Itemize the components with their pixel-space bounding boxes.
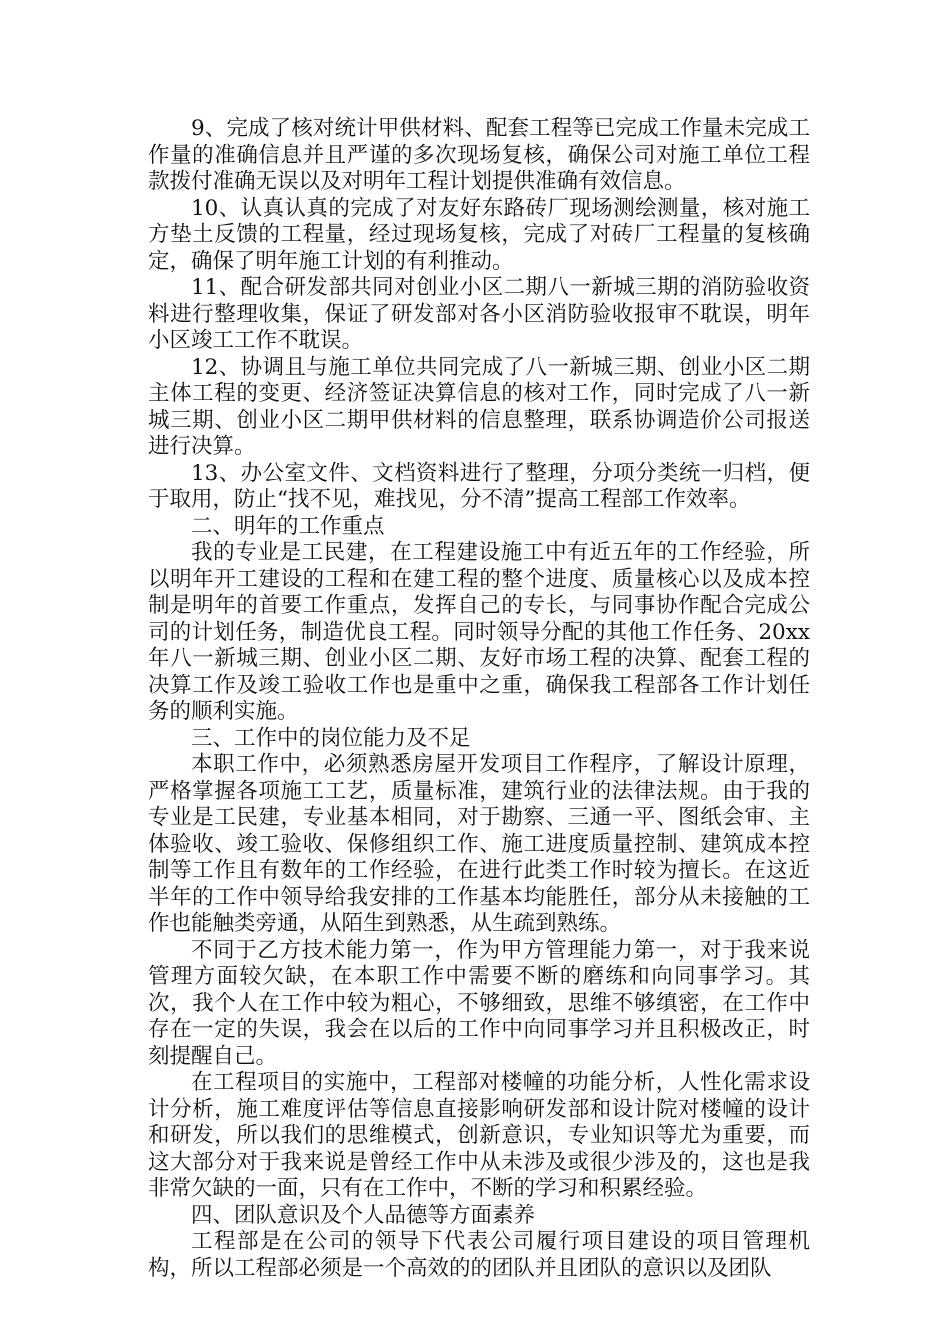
paragraph-item-9: 9、完成了核对统计甲供材料、配套工程等已完成工作量未完成工作量的准确信息并且严谨的多次现场复核，确保公司对施工单位工程款拨付准确无误以及对明年工程计划提供准确有效信息。 (148, 116, 810, 194)
paragraph-next-year-focus: 我的专业是工民建，在工程建设施工中有近五年的工作经验，所以明年开工建设的工程和在建工程的整个进度、质量核心以及成本控制是明年的首要工作重点，发挥自己的专长，与同事协作配合完成公司的计划任务，制造优良工程。同时领导分配的其他工作任务、20xx年八一新城三期、创业小区二期、友好市场工程的决算、配套工程的决算工作及竣工验收工作也是重中之重，确保我工程部各工作计划任务的顺利实施。 (148, 540, 810, 724)
paragraph-shortcomings: 不同于乙方技术能力第一，作为甲方管理能力第一，对于我来说管理方面较欠缺，在本职工作中需要不断的磨练和向同事学习。其次，我个人在工作中较为粗心，不够细致，思维不够缜密，在工作中存在一定的失误，我会在以后的工作中向同事学习并且积极改正，时刻提醒自己。 (148, 937, 810, 1069)
paragraph-team-spirit: 工程部是在公司的领导下代表公司履行项目建设的项目管理机构，所以工程部必须是一个高效的的团队并且团队的意识以及团队 (148, 1229, 810, 1281)
document-page (148, 116, 810, 1282)
section-heading-team-spirit: 四、团队意识及个人品德等方面素养 (191, 1202, 536, 1228)
paragraph-project-implementation: 在工程项目的实施中，工程部对楼幢的功能分析，人性化需求设计分析，施工难度评估等信息直接影响研发部和设计院对楼幢的设计和研发，所以我们的思维模式，创新意识，专业知识等尤为重要，而这大部分对于我来说是曾经工作中从未涉及或很少涉及的，这也是我非常欠缺的一面，只有在工作中，不断的学习和积累经验。 (148, 1070, 810, 1201)
paragraph-item-11: 11、配合研发部共同对创业小区二期八一新城三期的消防验收资料进行整理收集，保证了研发部对各小区消防验收报审不耽误，明年小区竣工工作不耽误。 (148, 275, 810, 353)
paragraph-item-10: 10、认真认真的完成了对友好东路砖厂现场测绘测量，核对施工方垫土反馈的工程量，经过现场复核，完成了对砖厂工程量的复核确定，确保了明年施工计划的有利推动。 (148, 195, 810, 274)
paragraph-abilities: 本职工作中，必须熟悉房屋开发项目工作程序，了解设计原理，严格掌握各项施工工艺，质量标准，建筑行业的法律法规。由于我的专业是工民建，专业基本相同，对于勘察、三通一平、图纸会审、主体验收、竣工验收、保修组织工作、施工进度质量控制、建筑成本控制等工作且有数年的工作经验，在进行此类工作时较为擅长。在这近半年的工作中领导给我安排的工作基本均能胜任，部分从未接触的工作也能触类旁通，从陌生到熟悉，从生疏到熟练。 (148, 752, 810, 936)
section-heading-next-year-focus: 二、明年的工作重点 (191, 513, 385, 539)
section-heading-abilities-shortcomings: 三、工作中的岗位能力及不足 (191, 725, 471, 751)
paragraph-item-12: 12、协调且与施工单位共同完成了八一新城三期、创业小区二期主体工程的变更、经济签证决算信息的核对工作，同时完成了八一新城三期、创业小区二期甲供材料的信息整理，联系协调造价公司报送进行决算。 (148, 354, 810, 459)
paragraph-item-13: 13、办公室文件、文档资料进行了整理，分项分类统一归档，便于取用，防止“找不见，难找见，分不清”提高工程部工作效率。 (148, 460, 810, 512)
